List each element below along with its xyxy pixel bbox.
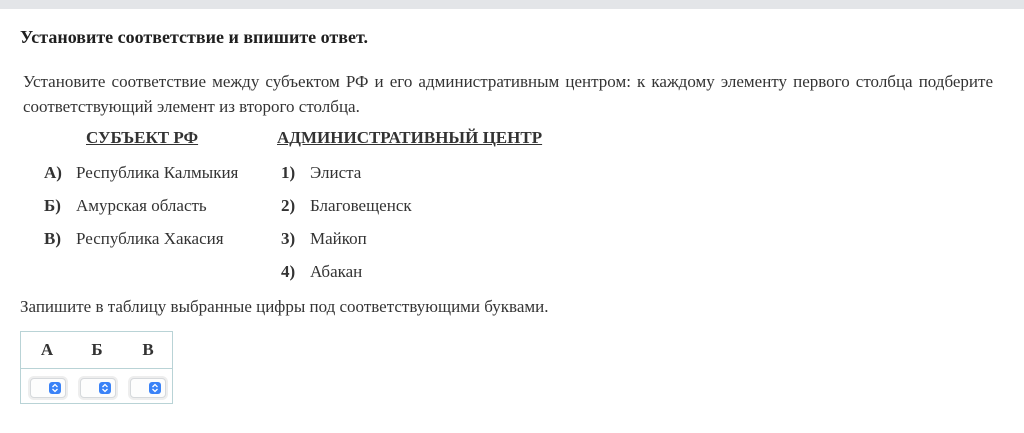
answer-select-v[interactable] — [130, 378, 166, 398]
chevron-up-down-icon — [49, 382, 61, 394]
item-key: В) — [44, 229, 61, 248]
item-key: Б) — [44, 196, 61, 215]
item-text: Республика Хакасия — [76, 229, 224, 248]
item-text: Амурская область — [76, 196, 207, 215]
answer-table — [20, 331, 173, 404]
item-key: А) — [44, 163, 62, 182]
column-header-center: АДМИНИСТРАТИВНЫЙ ЦЕНТР — [277, 128, 543, 147]
answer-select-a[interactable] — [30, 378, 66, 398]
column-header-subject: СУБЪЕКТ РФ — [86, 128, 199, 147]
item-text: Республика Калмыкия — [76, 163, 239, 182]
item-text: Майкоп — [310, 229, 367, 248]
item-text: Элиста — [310, 163, 362, 182]
answer-letter-b: Б — [91, 340, 103, 359]
chevron-up-down-icon — [99, 382, 111, 394]
item-key: 1) — [281, 163, 296, 182]
item-text: Благовещенск — [310, 196, 412, 215]
item-key: 3) — [281, 229, 296, 248]
top-bar — [0, 0, 1024, 9]
answer-select-b[interactable] — [80, 378, 116, 398]
task-title: Установите соответствие и впишите ответ. — [20, 27, 368, 47]
task-instruction: Установите соответствие между субъектом РФ и его административным центром: к каждому элементу первого столбца подберите соответствующий элемент из второго столбца. — [23, 72, 993, 116]
table-divider — [21, 368, 172, 369]
answer-letter-a: А — [40, 340, 54, 359]
item-key: 2) — [281, 196, 296, 215]
answer-instruction: Запишите в таблицу выбранные цифры под соответствующими буквами. — [20, 297, 549, 316]
chevron-up-down-icon — [149, 382, 161, 394]
answer-letter-v: В — [142, 340, 154, 359]
item-text: Абакан — [310, 262, 363, 281]
item-key: 4) — [281, 262, 296, 281]
